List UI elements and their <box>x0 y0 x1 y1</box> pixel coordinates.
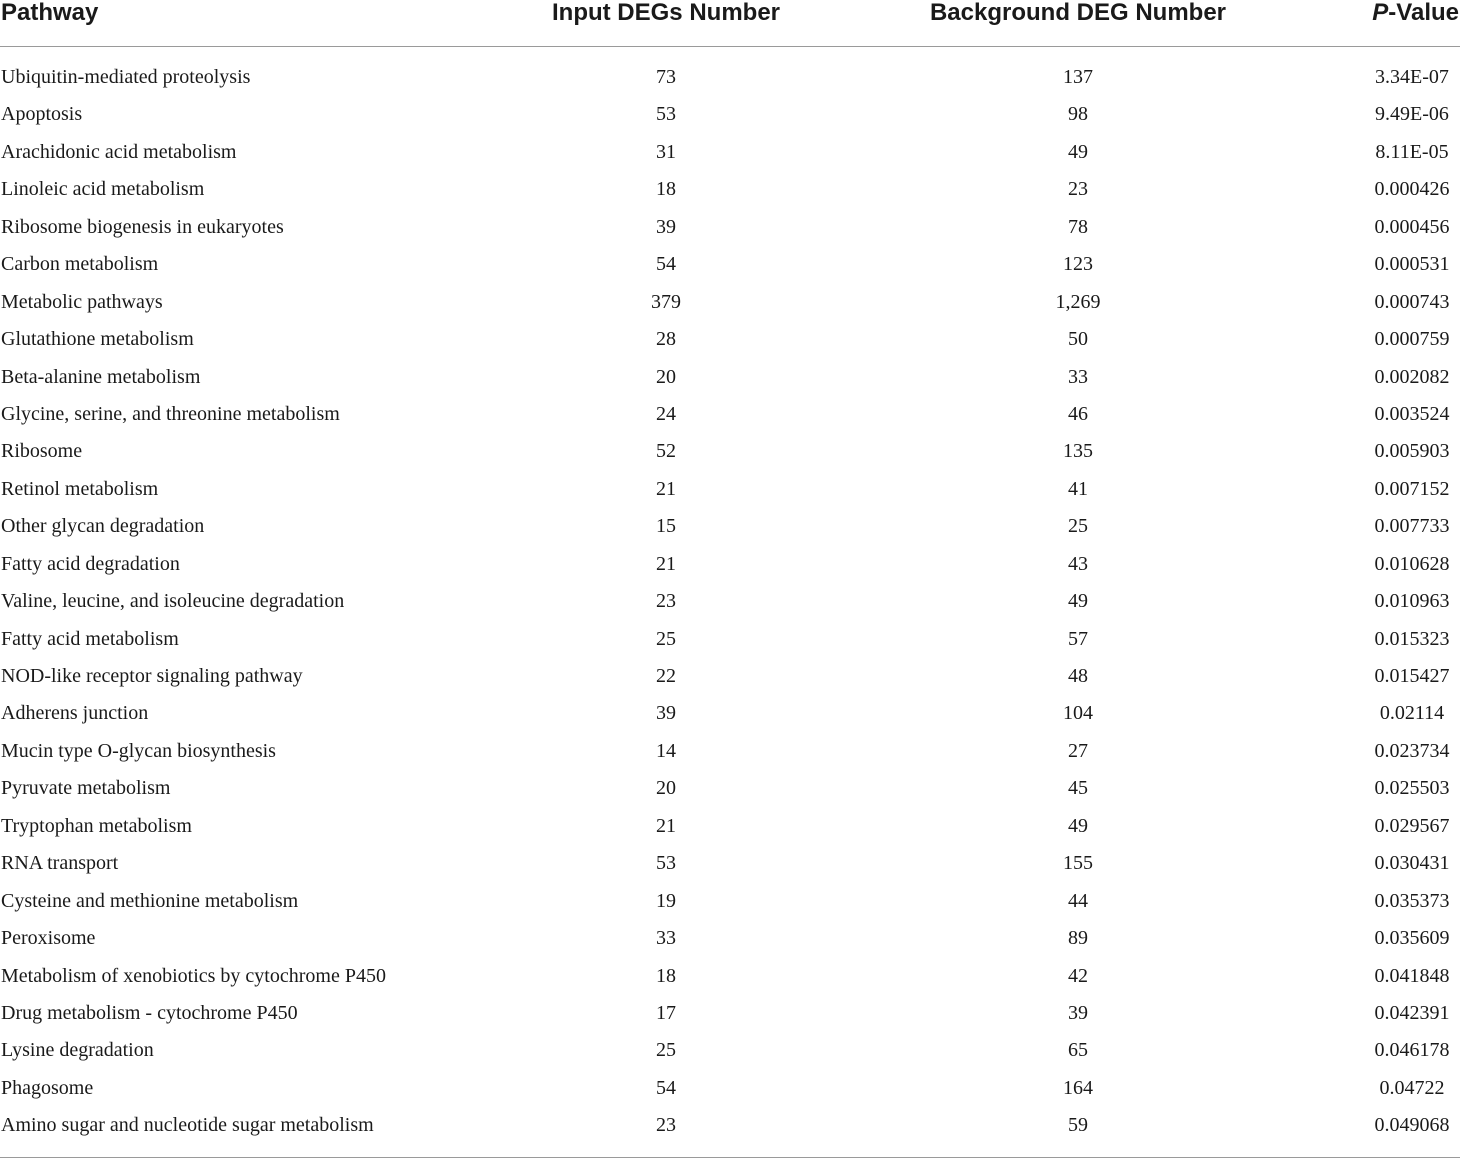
cell-input-degs: 39 <box>656 702 676 725</box>
cell-input-degs: 17 <box>656 1001 676 1024</box>
cell-input-degs: 53 <box>656 103 676 126</box>
cell-pathway: Ribosome <box>1 440 83 463</box>
table-row <box>0 1106 1460 1143</box>
cell-pathway: Valine, leucine, and isoleucine degradation <box>1 590 345 613</box>
cell-input-degs: 379 <box>651 290 681 313</box>
cell-background-deg: 123 <box>1063 253 1093 276</box>
cell-p-value: 0.010963 <box>1374 590 1450 613</box>
cell-background-deg: 49 <box>1068 140 1088 163</box>
cell-background-deg: 135 <box>1063 440 1093 463</box>
table-row <box>0 694 1460 731</box>
table-row <box>0 882 1460 919</box>
table-row <box>0 769 1460 806</box>
cell-background-deg: 49 <box>1068 814 1088 837</box>
table-row <box>0 919 1460 956</box>
cell-p-value: 0.023734 <box>1374 739 1450 762</box>
cell-input-degs: 21 <box>656 814 676 837</box>
cell-background-deg: 104 <box>1063 702 1093 725</box>
table-row <box>0 657 1460 694</box>
cell-background-deg: 49 <box>1068 590 1088 613</box>
cell-p-value: 0.042391 <box>1374 1001 1450 1024</box>
cell-p-value: 0.000743 <box>1374 290 1450 313</box>
cell-pathway: Carbon metabolism <box>1 253 159 276</box>
cell-pathway: Glutathione metabolism <box>1 328 194 351</box>
table-row <box>0 582 1460 619</box>
table-row <box>0 957 1460 994</box>
cell-p-value: 0.029567 <box>1374 814 1450 837</box>
cell-pathway: Ribosome biogenesis in eukaryotes <box>1 215 284 238</box>
table-row <box>0 1069 1460 1106</box>
cell-input-degs: 22 <box>656 665 676 687</box>
cell-p-value: 0.000426 <box>1374 178 1450 201</box>
cell-pathway: Amino sugar and nucleotide sugar metabolism <box>1 1114 374 1137</box>
cell-p-value: 0.003524 <box>1374 402 1450 425</box>
cell-pathway: Ubiquitin-mediated proteolysis <box>1 66 251 88</box>
header-divider <box>0 46 1460 47</box>
cell-pathway: Lysine degradation <box>1 1039 154 1062</box>
cell-background-deg: 44 <box>1068 889 1088 912</box>
cell-pathway: Pyruvate metabolism <box>1 777 171 800</box>
cell-p-value: 0.000531 <box>1374 253 1450 276</box>
table-row <box>0 432 1460 469</box>
cell-background-deg: 164 <box>1063 1076 1093 1099</box>
cell-background-deg: 57 <box>1068 627 1088 650</box>
cell-p-value: 0.007733 <box>1374 515 1450 538</box>
table-row <box>0 133 1460 170</box>
cell-p-value: 0.005903 <box>1374 440 1450 463</box>
cell-background-deg: 137 <box>1063 66 1093 88</box>
cell-background-deg: 41 <box>1068 477 1088 500</box>
cell-input-degs: 28 <box>656 328 676 351</box>
cell-input-degs: 31 <box>656 140 676 163</box>
cell-input-degs: 54 <box>656 253 676 276</box>
cell-input-degs: 20 <box>656 777 676 800</box>
table-row <box>0 807 1460 844</box>
table-body <box>0 58 1460 1144</box>
cell-pathway: Adherens junction <box>1 702 149 725</box>
cell-background-deg: 1,269 <box>1055 290 1101 313</box>
cell-pathway: Arachidonic acid metabolism <box>1 140 237 163</box>
cell-background-deg: 43 <box>1068 552 1088 575</box>
cell-input-degs: 54 <box>656 1076 676 1099</box>
cell-pathway: Mucin type O-glycan biosynthesis <box>1 739 276 762</box>
cell-input-degs: 18 <box>656 964 676 987</box>
cell-input-degs: 25 <box>656 627 676 650</box>
cell-input-degs: 19 <box>656 889 676 912</box>
table-row <box>0 208 1460 245</box>
cell-p-value: 0.010628 <box>1374 552 1450 575</box>
cell-pathway: Retinol metabolism <box>1 477 159 500</box>
header-p-value <box>1372 0 1459 26</box>
cell-background-deg: 23 <box>1068 178 1088 201</box>
cell-background-deg: 46 <box>1068 402 1088 425</box>
header-p-value-rest: -Value <box>1388 0 1459 26</box>
cell-p-value: 9.49E-06 <box>1375 103 1449 126</box>
cell-background-deg: 155 <box>1063 852 1093 875</box>
table-row <box>0 732 1460 769</box>
table-row <box>0 283 1460 320</box>
header-background-deg-number: Background DEG Number <box>929 0 1227 26</box>
cell-pathway: Cysteine and methionine metabolism <box>1 889 299 912</box>
cell-background-deg: 50 <box>1068 328 1088 351</box>
table-row <box>0 320 1460 357</box>
cell-background-deg: 65 <box>1068 1039 1088 1062</box>
cell-input-degs: 53 <box>656 852 676 875</box>
cell-pathway: Other glycan degradation <box>1 515 205 538</box>
cell-background-deg: 42 <box>1068 964 1088 987</box>
cell-background-deg: 25 <box>1068 515 1088 538</box>
table-row <box>0 844 1460 881</box>
header-pathway: Pathway <box>1 0 99 26</box>
cell-p-value: 0.049068 <box>1374 1114 1450 1137</box>
table-row <box>0 545 1460 582</box>
table-header-row <box>0 0 1460 46</box>
cell-pathway: Fatty acid metabolism <box>1 627 179 650</box>
cell-input-degs: 39 <box>656 215 676 238</box>
cell-input-degs: 14 <box>656 739 676 762</box>
table-row <box>0 58 1460 95</box>
cell-p-value: 0.015323 <box>1374 627 1450 650</box>
cell-input-degs: 25 <box>656 1039 676 1062</box>
cell-input-degs: 52 <box>656 440 676 463</box>
cell-input-degs: 21 <box>656 477 676 500</box>
table-row <box>0 358 1460 395</box>
cell-input-degs: 23 <box>656 590 676 613</box>
cell-input-degs: 33 <box>656 927 676 950</box>
cell-background-deg: 59 <box>1068 1114 1088 1137</box>
header-input-degs-number: Input DEGs Number <box>551 0 781 26</box>
cell-pathway: RNA transport <box>1 852 119 875</box>
cell-background-deg: 78 <box>1068 215 1088 238</box>
cell-pathway: Phagosome <box>1 1076 94 1099</box>
table-row <box>0 1031 1460 1068</box>
table-row <box>0 245 1460 282</box>
cell-p-value: 3.34E-07 <box>1375 66 1449 88</box>
cell-p-value: 0.002082 <box>1374 365 1450 388</box>
cell-p-value: 0.04722 <box>1379 1076 1445 1099</box>
cell-pathway: Apoptosis <box>1 103 83 126</box>
table-row <box>0 170 1460 207</box>
cell-p-value: 0.035609 <box>1374 927 1450 950</box>
cell-pathway: Tryptophan metabolism <box>1 814 192 837</box>
cell-p-value: 0.025503 <box>1374 777 1450 800</box>
table-bottom-rule <box>0 1157 1460 1158</box>
cell-pathway: Fatty acid degradation <box>1 552 180 575</box>
cell-background-deg: 48 <box>1068 665 1088 687</box>
table-row <box>0 620 1460 657</box>
cell-p-value: 0.046178 <box>1374 1039 1450 1062</box>
cell-input-degs: 21 <box>656 552 676 575</box>
table-row <box>0 994 1460 1031</box>
cell-pathway: Linoleic acid metabolism <box>1 178 205 201</box>
cell-input-degs: 23 <box>656 1114 676 1137</box>
cell-p-value: 0.030431 <box>1374 852 1450 875</box>
cell-background-deg: 33 <box>1068 365 1088 388</box>
table-row <box>0 395 1460 432</box>
cell-pathway: Metabolism of xenobiotics by cytochrome P450 <box>1 964 386 987</box>
cell-p-value: 0.02114 <box>1379 702 1445 725</box>
cell-background-deg: 45 <box>1068 777 1088 800</box>
table-row <box>0 95 1460 132</box>
cell-p-value: 0.000759 <box>1374 328 1450 351</box>
cell-background-deg: 89 <box>1068 927 1088 950</box>
cell-pathway: Beta-alanine metabolism <box>1 365 201 388</box>
cell-input-degs: 20 <box>656 365 676 388</box>
header-p-value-italic: P <box>1372 0 1389 26</box>
cell-pathway: Peroxisome <box>1 927 96 950</box>
cell-pathway: NOD-like receptor signaling pathway <box>1 665 303 687</box>
cell-p-value: 0.035373 <box>1374 889 1450 912</box>
cell-background-deg: 98 <box>1068 103 1088 126</box>
cell-input-degs: 18 <box>656 178 676 201</box>
cell-pathway: Metabolic pathways <box>1 290 163 313</box>
cell-pathway: Glycine, serine, and threonine metabolism <box>1 402 340 425</box>
cell-background-deg: 27 <box>1068 739 1088 762</box>
cell-p-value: 0.015427 <box>1374 665 1450 687</box>
cell-background-deg: 39 <box>1068 1001 1088 1024</box>
cell-pathway: Drug metabolism - cytochrome P450 <box>1 1001 298 1024</box>
cell-p-value: 0.007152 <box>1374 477 1450 500</box>
cell-p-value: 0.000456 <box>1374 215 1450 238</box>
cell-p-value: 0.041848 <box>1374 964 1450 987</box>
cell-input-degs: 15 <box>656 515 676 538</box>
cell-input-degs: 24 <box>656 402 676 425</box>
table-row <box>0 507 1460 544</box>
cell-p-value: 8.11E-05 <box>1375 140 1449 163</box>
table-row <box>0 470 1460 507</box>
cell-input-degs: 73 <box>656 66 676 88</box>
